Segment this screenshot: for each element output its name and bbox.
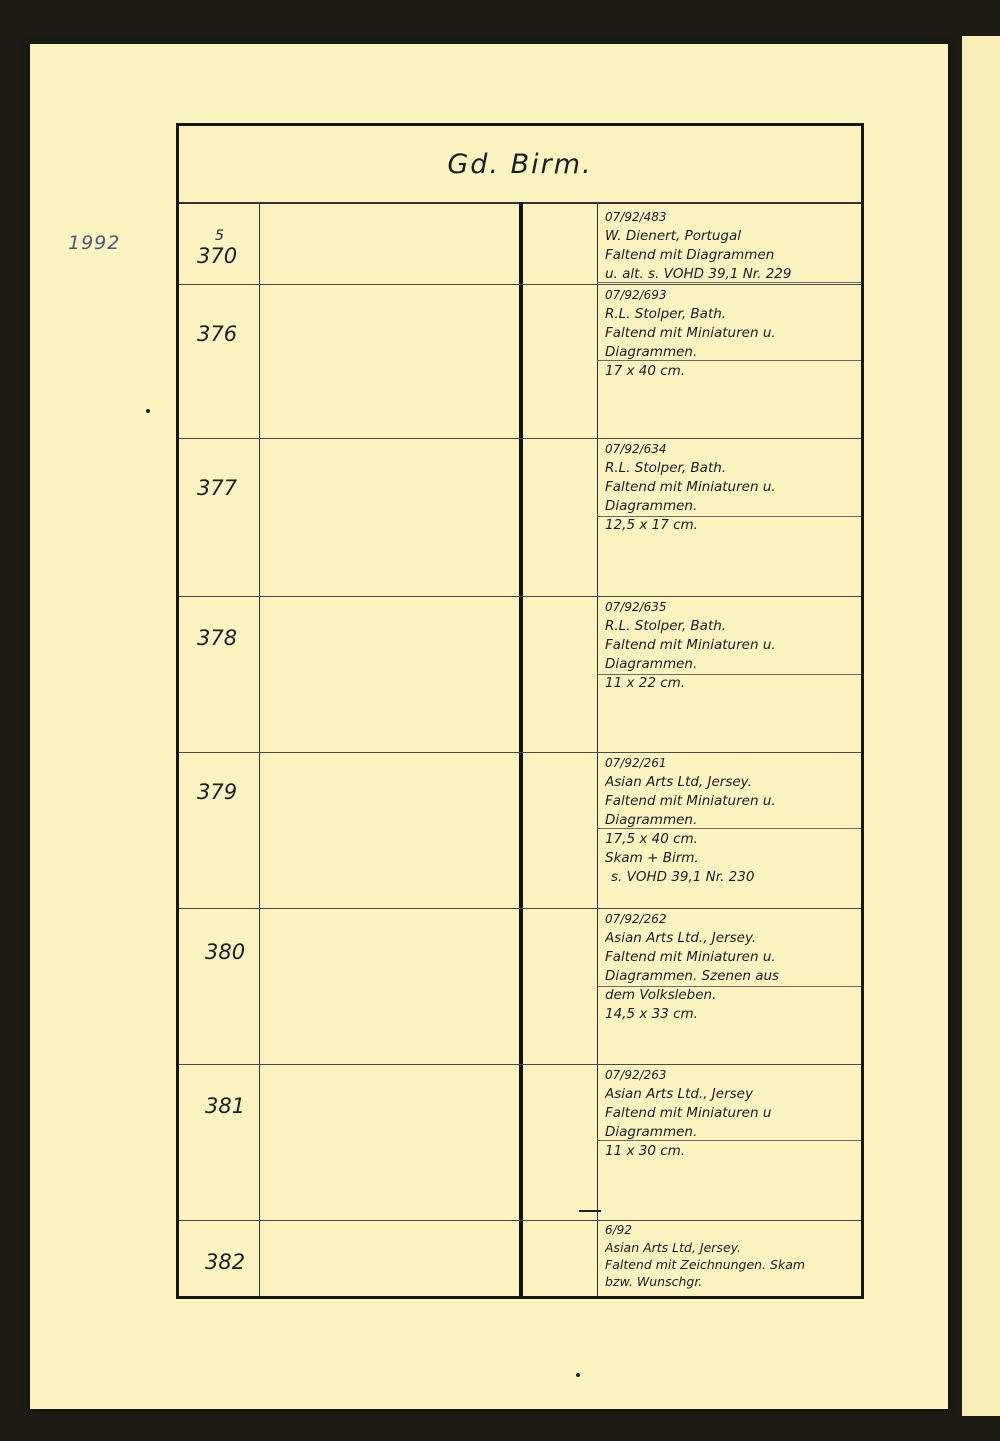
entry-line: 07/92/483: [605, 210, 667, 224]
entry-number: 381: [205, 1094, 246, 1118]
entry-number: 376: [197, 322, 238, 346]
center-rule: [519, 202, 523, 1296]
entry-line: Faltend mit Miniaturen u.: [605, 949, 776, 965]
entry-line: u. alt. s. VOHD 39,1 Nr. 229: [605, 266, 792, 282]
entry-line: Asian Arts Ltd, Jersey.: [605, 1240, 742, 1255]
entry-description: [605, 286, 861, 381]
entry-line: Diagrammen.: [605, 812, 698, 828]
ink-dot: [576, 1373, 580, 1377]
row-divider: [179, 438, 861, 439]
entry-line: Asian Arts Ltd., Jersey.: [605, 930, 757, 946]
margin-year-note: 1992: [68, 232, 121, 254]
row-divider: [179, 752, 861, 753]
entry-line: R.L. Stolper, Bath.: [605, 618, 727, 634]
entry-description: [605, 208, 861, 284]
entry-line: Asian Arts Ltd, Jersey.: [605, 774, 752, 790]
entry-line: 07/92/693: [605, 288, 667, 302]
entry-line: Diagrammen. Szenen aus: [605, 968, 780, 984]
entry-line: 07/92/634: [605, 442, 667, 456]
entry-line: Faltend mit Miniaturen u.: [605, 637, 776, 653]
entry-line: 6/92: [605, 1223, 632, 1237]
entry-number: 5 370: [197, 228, 238, 268]
entry-line: Diagrammen.: [605, 656, 698, 672]
entry-line: Faltend mit Miniaturen u.: [605, 793, 776, 809]
ledger-title: Gd. Birm.: [179, 126, 861, 204]
ledger-table: [176, 123, 864, 1299]
entry-line: Asian Arts Ltd., Jersey: [605, 1086, 753, 1102]
entry-line: Faltend mit Miniaturen u.: [605, 479, 776, 495]
row-divider: [179, 908, 861, 909]
entry-line: 17,5 x 40 cm.: [605, 831, 698, 847]
entry-description: [605, 1066, 861, 1161]
entry-line: 11 x 22 cm.: [605, 675, 686, 691]
entry-description: [605, 910, 861, 1024]
row-divider: [179, 1220, 861, 1221]
entry-line: bzw. Wunschgr.: [605, 1274, 703, 1289]
entry-number: 379: [197, 780, 238, 804]
entry-number: 378: [197, 626, 238, 650]
entry-line: W. Dienert, Portugal: [605, 228, 741, 244]
entry-line: 07/92/261: [605, 756, 667, 770]
entry-line: Faltend mit Miniaturen u.: [605, 325, 776, 341]
entry-number: 380: [205, 940, 246, 964]
ink-dot: [146, 409, 150, 413]
entry-description: [605, 754, 861, 887]
entry-number: 377: [197, 476, 238, 500]
entry-line: Diagrammen.: [605, 1124, 698, 1140]
entry-line: 07/92/262: [605, 912, 667, 926]
entry-line: Faltend mit Diagrammen: [605, 247, 775, 263]
entry-line: 07/92/635: [605, 600, 667, 614]
row-divider: [179, 596, 861, 597]
entry-description: [605, 1222, 861, 1290]
ink-dash: [579, 1210, 601, 1212]
entry-line: 17 x 40 cm.: [605, 363, 686, 379]
entry-line: 12,5 x 17 cm.: [605, 517, 698, 533]
facing-page-edge: [962, 36, 1000, 1416]
row-divider: [179, 284, 861, 285]
column-divider: [597, 202, 598, 1296]
entry-line: 07/92/263: [605, 1068, 667, 1082]
entry-line: Diagrammen.: [605, 344, 698, 360]
entry-line: Faltend mit Zeichnungen. Skam: [605, 1257, 806, 1272]
entry-line: dem Volksleben.: [605, 987, 717, 1003]
entry-line: 11 x 30 cm.: [605, 1143, 686, 1159]
entry-line: 14,5 x 33 cm.: [605, 1006, 698, 1022]
entry-line: R.L. Stolper, Bath.: [605, 306, 727, 322]
entry-line: Faltend mit Miniaturen u: [605, 1105, 772, 1121]
entry-description: [605, 598, 861, 693]
entry-line: R.L. Stolper, Bath.: [605, 460, 727, 476]
entry-description: [605, 440, 861, 535]
entry-number: 382: [205, 1250, 246, 1274]
entry-line: s. VOHD 39,1 Nr. 230: [611, 869, 755, 885]
row-divider: [179, 1064, 861, 1065]
entry-line: Skam + Birm.: [605, 850, 699, 866]
number-correction: 5: [215, 228, 224, 244]
entry-line: Diagrammen.: [605, 498, 698, 514]
column-divider: [259, 202, 260, 1296]
